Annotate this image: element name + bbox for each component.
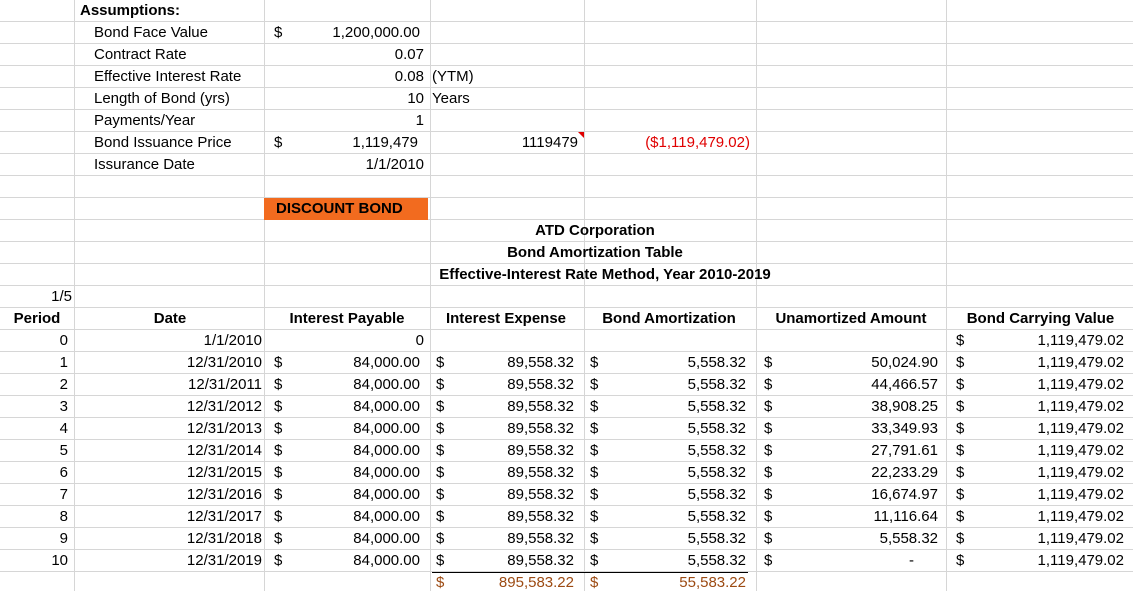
assumptions-title: Assumptions: <box>80 2 181 19</box>
currency-sign: $ <box>590 552 599 569</box>
table-row-bond-amortization[interactable]: 5,558.32 <box>687 354 746 371</box>
currency-sign: $ <box>274 398 283 415</box>
table-row-carrying-value[interactable]: 1,119,479.02 <box>1037 442 1124 459</box>
currency-sign: $ <box>590 508 599 525</box>
currency-sign: $ <box>436 420 445 437</box>
currency-sign: $ <box>956 420 965 437</box>
assumption-value[interactable]: 0.07 <box>394 46 424 63</box>
currency-sign: $ <box>764 376 773 393</box>
currency-sign: $ <box>590 376 599 393</box>
gridline-horizontal <box>0 197 1133 198</box>
currency-sign: $ <box>274 354 283 371</box>
currency-sign: $ <box>764 464 773 481</box>
currency-sign: $ <box>436 398 445 415</box>
table-row-bond-amortization[interactable]: 5,558.32 <box>687 552 746 569</box>
gridline-vertical <box>756 0 757 591</box>
assumption-value[interactable]: 10 <box>407 90 424 107</box>
assumption-label[interactable]: Payments/Year <box>94 112 196 129</box>
table-row-bond-amortization[interactable]: 5,558.32 <box>687 508 746 525</box>
table-row-date[interactable]: 12/31/2015 <box>186 464 262 481</box>
currency-sign: $ <box>590 464 599 481</box>
gridline-vertical <box>946 0 947 591</box>
currency-sign: $ <box>590 486 599 503</box>
currency-sign: $ <box>436 530 445 547</box>
table-row-bond-amortization[interactable]: 5,558.32 <box>687 376 746 393</box>
currency-sign: $ <box>956 486 965 503</box>
currency-sign: $ <box>274 486 283 503</box>
currency-sign: $ <box>274 420 283 437</box>
currency-sign: $ <box>274 508 283 525</box>
currency-sign: $ <box>590 574 599 591</box>
table-row-bond-amortization[interactable]: 5,558.32 <box>687 486 746 503</box>
table-row-unamortized[interactable]: 50,024.90 <box>871 354 938 371</box>
currency-sign: $ <box>956 508 965 525</box>
table-row-interest-payable[interactable]: 84,000.00 <box>353 486 420 503</box>
table-row-interest-expense[interactable]: 89,558.32 <box>507 354 574 371</box>
currency-sign: $ <box>590 398 599 415</box>
currency-sign: $ <box>274 530 283 547</box>
currency-sign: $ <box>590 442 599 459</box>
currency-sign: $ <box>956 464 965 481</box>
gridline-vertical <box>584 0 585 591</box>
table-row-unamortized[interactable]: - <box>909 552 914 569</box>
currency-sign: $ <box>590 354 599 371</box>
currency-sign: $ <box>956 332 965 349</box>
currency-sign: $ <box>764 486 773 503</box>
currency-sign: $ <box>956 376 965 393</box>
table-title-name[interactable]: Bond Amortization Table <box>507 244 683 261</box>
header-bond-carrying-value[interactable]: Bond Carrying Value <box>966 310 1115 327</box>
table-row-interest-expense[interactable]: 89,558.32 <box>507 442 574 459</box>
currency-sign: $ <box>274 552 283 569</box>
currency-sign: $ <box>274 134 283 151</box>
currency-sign: $ <box>436 574 445 591</box>
currency-sign: $ <box>956 398 965 415</box>
table-row-date[interactable]: 12/31/2017 <box>186 508 262 525</box>
table-row-interest-expense[interactable]: 89,558.32 <box>507 420 574 437</box>
table-row-bond-amortization[interactable]: 5,558.32 <box>687 442 746 459</box>
table-title-method[interactable]: Effective-Interest Rate Method, Year 2010-2019 <box>439 266 771 283</box>
table-row-bond-amortization[interactable]: 5,558.32 <box>687 398 746 415</box>
currency-sign: $ <box>764 354 773 371</box>
table-row-unamortized[interactable]: 11,116.64 <box>873 508 938 525</box>
table-row-date[interactable]: 12/31/2019 <box>186 552 262 569</box>
currency-sign: $ <box>590 530 599 547</box>
table-row-interest-payable[interactable]: 84,000.00 <box>353 530 420 547</box>
assumption-note[interactable]: Years <box>432 90 470 107</box>
currency-sign: $ <box>436 442 445 459</box>
currency-sign: $ <box>436 508 445 525</box>
table-row-interest-expense[interactable]: 89,558.32 <box>507 530 574 547</box>
currency-sign: $ <box>274 464 283 481</box>
table-row-period[interactable]: 4 <box>59 420 68 437</box>
table-row-date[interactable]: 12/31/2016 <box>186 486 262 503</box>
currency-sign: $ <box>764 530 773 547</box>
table-row-carrying-value[interactable]: 1,119,479.02 <box>1037 376 1124 393</box>
assumption-note[interactable]: (YTM) <box>432 68 474 85</box>
table-row-carrying-value[interactable]: 1,119,479.02 <box>1037 420 1124 437</box>
header-interest-expense[interactable]: Interest Expense <box>445 310 567 327</box>
table-row-date[interactable]: 1/1/2010 <box>203 332 262 349</box>
issuance-negative-value[interactable]: ($1,119,479.02) <box>645 134 750 151</box>
assumption-label[interactable]: Contract Rate <box>94 46 187 63</box>
currency-sign: $ <box>764 552 773 569</box>
table-row-interest-payable[interactable]: 84,000.00 <box>353 442 420 459</box>
table-row-interest-payable[interactable]: 0 <box>415 332 424 349</box>
table-row-date[interactable]: 12/31/2010 <box>186 354 262 371</box>
table-row-carrying-value[interactable]: 1,119,479.02 <box>1037 354 1124 371</box>
table-row-interest-payable[interactable]: 84,000.00 <box>353 376 420 393</box>
table-row-interest-expense[interactable]: 89,558.32 <box>507 376 574 393</box>
table-row-period[interactable]: 8 <box>59 508 68 525</box>
table-row-bond-amortization[interactable]: 5,558.32 <box>687 420 746 437</box>
currency-sign: $ <box>436 464 445 481</box>
table-row-date[interactable]: 12/31/2014 <box>186 442 262 459</box>
table-row-period[interactable]: 0 <box>59 332 68 349</box>
header-bond-amortization[interactable]: Bond Amortization <box>602 310 736 327</box>
currency-sign: $ <box>956 354 965 371</box>
currency-sign: $ <box>274 442 283 459</box>
table-row-carrying-value[interactable]: 1,119,479.02 <box>1037 552 1124 569</box>
total-bond-amortization[interactable]: 55,583.22 <box>679 574 746 591</box>
table-row-carrying-value[interactable]: 1,119,479.02 <box>1037 398 1124 415</box>
table-row-unamortized[interactable]: 33,349.93 <box>871 420 938 437</box>
currency-sign: $ <box>436 552 445 569</box>
table-row-interest-expense[interactable]: 89,558.32 <box>507 464 574 481</box>
total-interest-expense[interactable]: 895,583.22 <box>498 574 574 591</box>
currency-sign: $ <box>436 486 445 503</box>
currency-sign: $ <box>764 398 773 415</box>
table-row-period[interactable]: 6 <box>59 464 68 481</box>
assumption-label[interactable]: Bond Face Value <box>94 24 208 41</box>
table-row-bond-amortization[interactable]: 5,558.32 <box>687 530 746 547</box>
assumption-label[interactable]: Bond Issuance Price <box>94 134 232 151</box>
header-unamortized-amount[interactable]: Unamortized Amount <box>775 310 927 327</box>
table-row-period[interactable]: 9 <box>59 530 68 547</box>
table-row-period[interactable]: 3 <box>59 398 68 415</box>
currency-sign: $ <box>956 442 965 459</box>
table-row-interest-expense[interactable]: 89,558.32 <box>507 486 574 503</box>
table-row-date[interactable]: 12/31/2013 <box>186 420 262 437</box>
currency-sign: $ <box>956 552 965 569</box>
table-row-period[interactable]: 10 <box>51 552 68 569</box>
header-date[interactable]: Date <box>153 310 187 327</box>
table-row-unamortized[interactable]: 44,466.57 <box>871 376 938 393</box>
table-row-date[interactable]: 12/31/2018 <box>186 530 262 547</box>
currency-sign: $ <box>764 508 773 525</box>
header-interest-payable[interactable]: Interest Payable <box>289 310 405 327</box>
table-row-bond-amortization[interactable]: 5,558.32 <box>687 464 746 481</box>
currency-sign: $ <box>956 530 965 547</box>
table-row-carrying-value[interactable]: 1,119,479.02 <box>1037 486 1124 503</box>
table-row-interest-payable[interactable]: 84,000.00 <box>353 464 420 481</box>
table-row-unamortized[interactable]: 22,233.29 <box>871 464 938 481</box>
fraction-cell[interactable]: 1/5 <box>51 288 72 305</box>
table-title-company[interactable]: ATD Corporation <box>535 222 655 239</box>
table-row-interest-payable[interactable]: 84,000.00 <box>353 420 420 437</box>
table-row-date[interactable]: 12/31/2011 <box>188 376 262 393</box>
table-row-carrying-value[interactable]: 1,119,479.02 <box>1037 464 1124 481</box>
table-row-interest-expense[interactable]: 89,558.32 <box>507 398 574 415</box>
gridline-vertical <box>264 0 265 591</box>
gridline-vertical <box>430 0 431 591</box>
currency-sign: $ <box>436 376 445 393</box>
table-row-period[interactable]: 7 <box>59 486 68 503</box>
currency-sign: $ <box>764 420 773 437</box>
assumption-label[interactable]: Effective Interest Rate <box>94 68 242 85</box>
table-row-period[interactable]: 2 <box>59 376 68 393</box>
table-row-date[interactable]: 12/31/2012 <box>186 398 262 415</box>
table-row-period[interactable]: 1 <box>59 354 68 371</box>
table-row-interest-payable[interactable]: 84,000.00 <box>353 508 420 525</box>
table-row-unamortized[interactable]: 5,558.32 <box>879 530 938 547</box>
table-row-interest-expense[interactable]: 89,558.32 <box>507 508 574 525</box>
table-row-carrying-value[interactable]: 1,119,479.02 <box>1037 332 1124 349</box>
table-row-interest-payable[interactable]: 84,000.00 <box>353 552 420 569</box>
table-row-unamortized[interactable]: 27,791.61 <box>871 442 938 459</box>
currency-sign: $ <box>590 420 599 437</box>
assumption-value[interactable]: 0.08 <box>394 68 424 85</box>
currency-sign: $ <box>274 376 283 393</box>
table-row-carrying-value[interactable]: 1,119,479.02 <box>1037 530 1124 547</box>
assumption-value[interactable]: 1,119,479 <box>352 134 418 151</box>
assumption-value[interactable]: 1/1/2010 <box>365 156 424 173</box>
table-row-period[interactable]: 5 <box>59 442 68 459</box>
discount-bond-label: DISCOUNT BOND <box>276 200 403 217</box>
table-row-unamortized[interactable]: 38,908.25 <box>871 398 938 415</box>
gridline-vertical <box>74 0 75 591</box>
currency-sign: $ <box>764 442 773 459</box>
assumption-value[interactable]: 1,200,000.00 <box>332 24 420 41</box>
table-row-interest-payable[interactable]: 84,000.00 <box>353 398 420 415</box>
table-row-interest-expense[interactable]: 89,558.32 <box>507 552 574 569</box>
currency-sign: $ <box>274 24 283 41</box>
assumption-value[interactable]: 1 <box>415 112 424 129</box>
comment-indicator-icon[interactable] <box>578 132 584 138</box>
assumption-label[interactable]: Length of Bond (yrs) <box>94 90 230 107</box>
table-row-carrying-value[interactable]: 1,119,479.02 <box>1037 508 1124 525</box>
header-period[interactable]: Period <box>13 310 61 327</box>
currency-sign: $ <box>436 354 445 371</box>
assumption-label[interactable]: Issurance Date <box>94 156 195 173</box>
table-row-unamortized[interactable]: 16,674.97 <box>871 486 938 503</box>
table-row-interest-payable[interactable]: 84,000.00 <box>353 354 420 371</box>
issuance-raw-value[interactable]: 1119479 <box>521 134 578 151</box>
